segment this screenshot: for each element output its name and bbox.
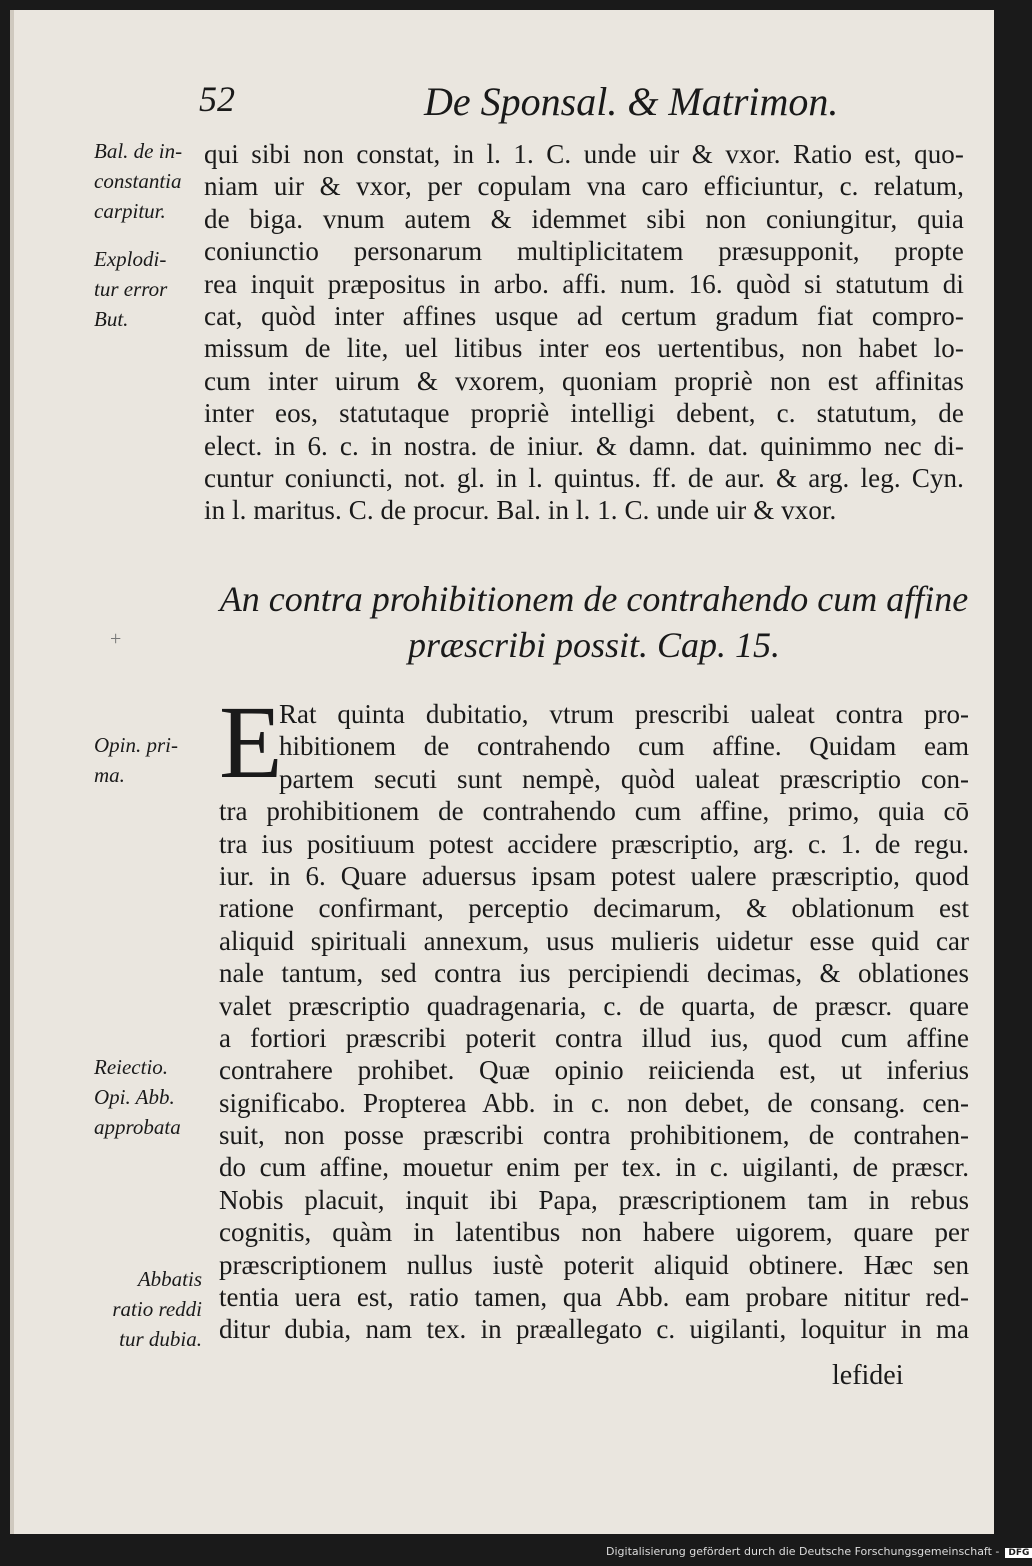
page-header: [14, 78, 998, 128]
text-line: ratione confirmant, perceptio decimarum, & oblationum est: [219, 893, 969, 924]
text-line: in l. maritus. C. de procur. Bal. in l. 1. C. unde uir & vxor.: [204, 495, 837, 526]
text-line: qui sibi non constat, in l. 1. C. unde uir & vxor. Ratio est, quo-: [204, 139, 964, 169]
margin-note-abbatis: [94, 1264, 202, 1354]
margin-note-line: carpitur.: [94, 199, 166, 223]
margin-note-line: Reiectio.: [94, 1055, 169, 1079]
digitization-footer: [606, 1545, 1032, 1558]
margin-note-baldus: [94, 136, 206, 226]
text-line: ditur dubia, nam tex. in præallegato c. uigilanti, loquitur in ma: [219, 1314, 969, 1345]
margin-note-line: Bal. de in-: [94, 139, 183, 163]
text-line: tra prohibitionem de contrahendo cum affine, primo, quia cō: [219, 796, 969, 827]
text-line: suit, non posse præscribi contra prohibitionem, de contrahen-: [219, 1120, 969, 1151]
text-line: cum inter uirum & vxorem, quoniam propriè non est affinitas: [204, 365, 964, 396]
margin-note-line: ma.: [94, 763, 125, 787]
margin-note-line: constantia: [94, 169, 182, 193]
margin-note-opinion: [94, 730, 206, 790]
text-line: præscriptionem nullus iustè poterit aliquid obtinere. Hæc sen: [219, 1249, 969, 1280]
margin-mark: +: [110, 628, 122, 650]
footer-credit: Digitalisierung gefördert durch die Deutsche Forschungsgemeinschaft -: [606, 1545, 1000, 1558]
text-block-2: [219, 685, 969, 1346]
text-line: nale tantum, sed contra ius percipiendi decimas, & oblationes: [219, 958, 969, 989]
dfg-logo: DFG: [1005, 1548, 1032, 1558]
book-page: [10, 10, 994, 1534]
text-line: valet præscriptio quadragenaria, c. de quarta, de præscr. quare: [219, 990, 969, 1021]
text-line: de biga. vnum autem & idemmet sibi non coniungitur, quia: [204, 203, 964, 234]
text-line: cognitis, quàm in latentibus non habere uigorem, quare per: [219, 1217, 969, 1248]
page-number: 52: [199, 79, 235, 119]
text-line: coniunctio personarum multiplicitatem præsupponit, propte: [204, 236, 964, 267]
text-line: Nobis placuit, inquit ibi Papa, præscriptionem tam in rebus: [219, 1184, 969, 1215]
text-line: elect. in 6. c. in nostra. de iniur. & damn. dat. quinimmo nec di-: [204, 430, 964, 461]
text-block-1: [204, 138, 964, 527]
text-line: cat, quòd inter affines usque ad certum gradum fiat compro-: [204, 300, 964, 331]
text-line: aliquid spirituali annexum, usus mulieris uidetur esse quid car: [219, 925, 969, 956]
margin-note-line: tur dubia.: [119, 1327, 202, 1351]
drop-cap: E: [219, 685, 283, 800]
text-line: significabo. Propterea Abb. in c. non debet, de consang. cen-: [219, 1087, 969, 1118]
text-line: inter eos, statutaque propriè intelligi debent, c. statutum, de: [204, 398, 964, 429]
text-line: cuntur coniuncti, not. gl. in l. quintus. ff. de aur. & arg. leg. Cyn.: [204, 462, 964, 493]
margin-note-line: Opi. Abb.: [94, 1085, 175, 1109]
catchword: lefidei: [832, 1360, 904, 1391]
chapter-heading-line-1: An contra prohibitionem de contrahendo cum affine: [219, 579, 969, 619]
text-line: rea inquit præpositus in arbo. affi. num. 16. quòd si statutum di: [204, 268, 964, 299]
text-line: tra ius positiuum potest accidere præscriptio, arg. c. 1. de regu.: [219, 828, 969, 859]
margin-note-line: approbata: [94, 1115, 181, 1139]
margin-note-line: But.: [94, 307, 129, 331]
text-line: do cum affine, mouetur enim per tex. in c. uigilanti, de præscr.: [219, 1152, 969, 1183]
text-line: a fortiori præscribi poterit contra illud ius, quod cum affine: [219, 1022, 969, 1053]
text-line: hibitionem de contrahendo cum affine. Quidam eam: [279, 731, 969, 762]
margin-note-line: Explodi-: [94, 247, 167, 271]
margin-note-line: ratio reddi: [112, 1297, 202, 1321]
margin-note-reiectio: [94, 1052, 206, 1142]
chapter-heading-line-2: præscribi possit. Cap. 15.: [407, 625, 781, 665]
text-line: tentia uera est, ratio tamen, qua Abb. eam probare nititur red-: [219, 1282, 969, 1313]
text-line: iur. in 6. Quare aduersus ipsam potest ualere præscriptio, quod: [219, 860, 969, 891]
margin-note-error: [94, 244, 206, 334]
margin-note-line: Opin. pri-: [94, 733, 178, 757]
margin-note-line: Abbatis: [137, 1267, 202, 1291]
text-line: missum de lite, uel litibus inter eos uertentibus, non habet lo-: [204, 333, 964, 364]
margin-note-line: tur error: [94, 277, 168, 301]
text-line: niam uir & vxor, per copulam vna caro efficiuntur, c. relatum,: [204, 171, 964, 202]
text-line: Rat quinta dubitatio, vtrum prescribi ualeat contra pro-: [279, 699, 969, 729]
text-line: contrahere prohibet. Quæ opinio reiicienda est, ut inferius: [219, 1055, 969, 1086]
text-line: partem secuti sunt nempè, quòd ualeat præscriptio con-: [279, 763, 969, 794]
running-title: De Sponsal. & Matrimon.: [424, 79, 839, 124]
